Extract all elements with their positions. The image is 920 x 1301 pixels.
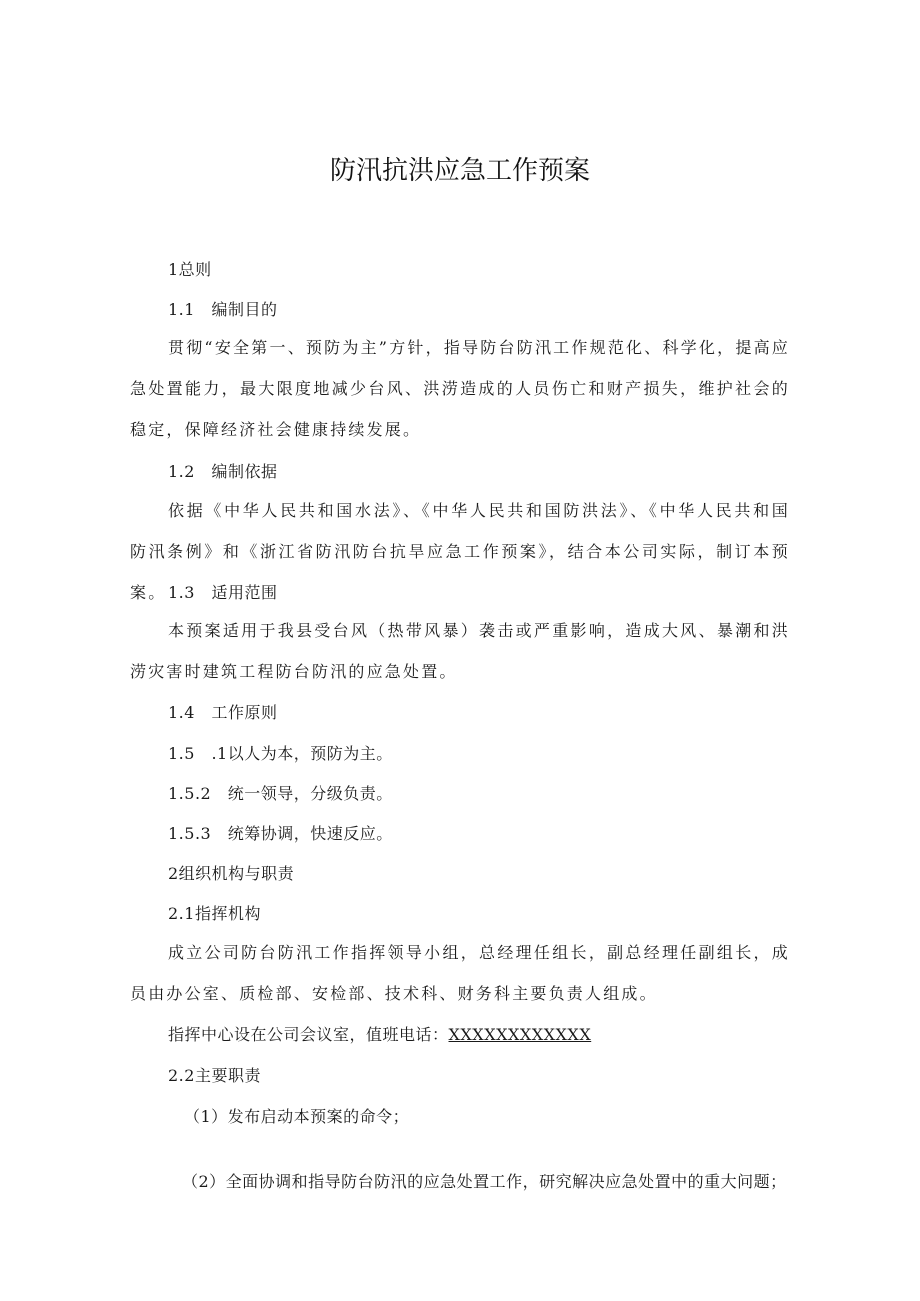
heading-1-4: 1.4 工作原则	[168, 703, 278, 722]
heading-1-3: 1.3 适用范围	[168, 583, 278, 602]
heading-2-1: 2.1指挥机构	[168, 904, 261, 923]
document-title: 防汛抗洪应急工作预案	[329, 156, 590, 186]
heading-1-1: 1.1 编制目的	[168, 300, 278, 319]
paragraph-basis: 依据《中华人民共和国水法》、《中华人民共和国防洪法》、《中华人民共和国防汛条例》和《浙江省防汛防台抗旱应急工作预案》，结合本公司实际，制订本预案。	[130, 501, 790, 602]
heading-1: 1总则	[168, 260, 212, 279]
duty-phone-number: XXXXXXXXXXXX	[448, 1025, 592, 1044]
principle-1: 1.5 .1以人为本，预防为主。	[168, 744, 393, 763]
paragraph-duty-phone	[168, 1024, 591, 1046]
heading-2-2: 2.2主要职责	[168, 1066, 261, 1085]
principle-2: 1.5.2 统一领导，分级负责。	[168, 784, 393, 803]
duty-phone-label: 指挥中心设在公司会议室，值班电话：	[168, 1025, 449, 1044]
duty-item-2: （2）全面协调和指导防台防汛的应急处置工作，研究解决应急处置中的重大问题；	[182, 1172, 787, 1191]
paragraph-scope: 本预案适用于我县受台风（热带风暴）袭击或严重影响，造成大风、暴潮和洪涝灾害时建筑工程防台防汛的应急处置。	[130, 621, 790, 681]
duty-item-1: （1）发布启动本预案的命令；	[184, 1107, 410, 1126]
heading-2: 2组织机构与职责	[168, 864, 295, 883]
heading-1-2: 1.2 编制依据	[168, 462, 278, 481]
paragraph-command: 成立公司防台防汛工作指挥领导小组，总经理任组长，副总经理任副组长，成员由办公室、质检部、安检部、技术科、财务科主要负责人组成。	[130, 943, 790, 1003]
paragraph-purpose: 贯彻“安全第一、预防为主”方针，指导防台防汛工作规范化、科学化，提高应急处置能力，最大限度地减少台风、洪涝造成的人员伤亡和财产损失，维护社会的稳定，保障经济社会健康持续发展。	[130, 338, 790, 439]
principle-3: 1.5.3 统筹协调，快速反应。	[168, 824, 393, 843]
